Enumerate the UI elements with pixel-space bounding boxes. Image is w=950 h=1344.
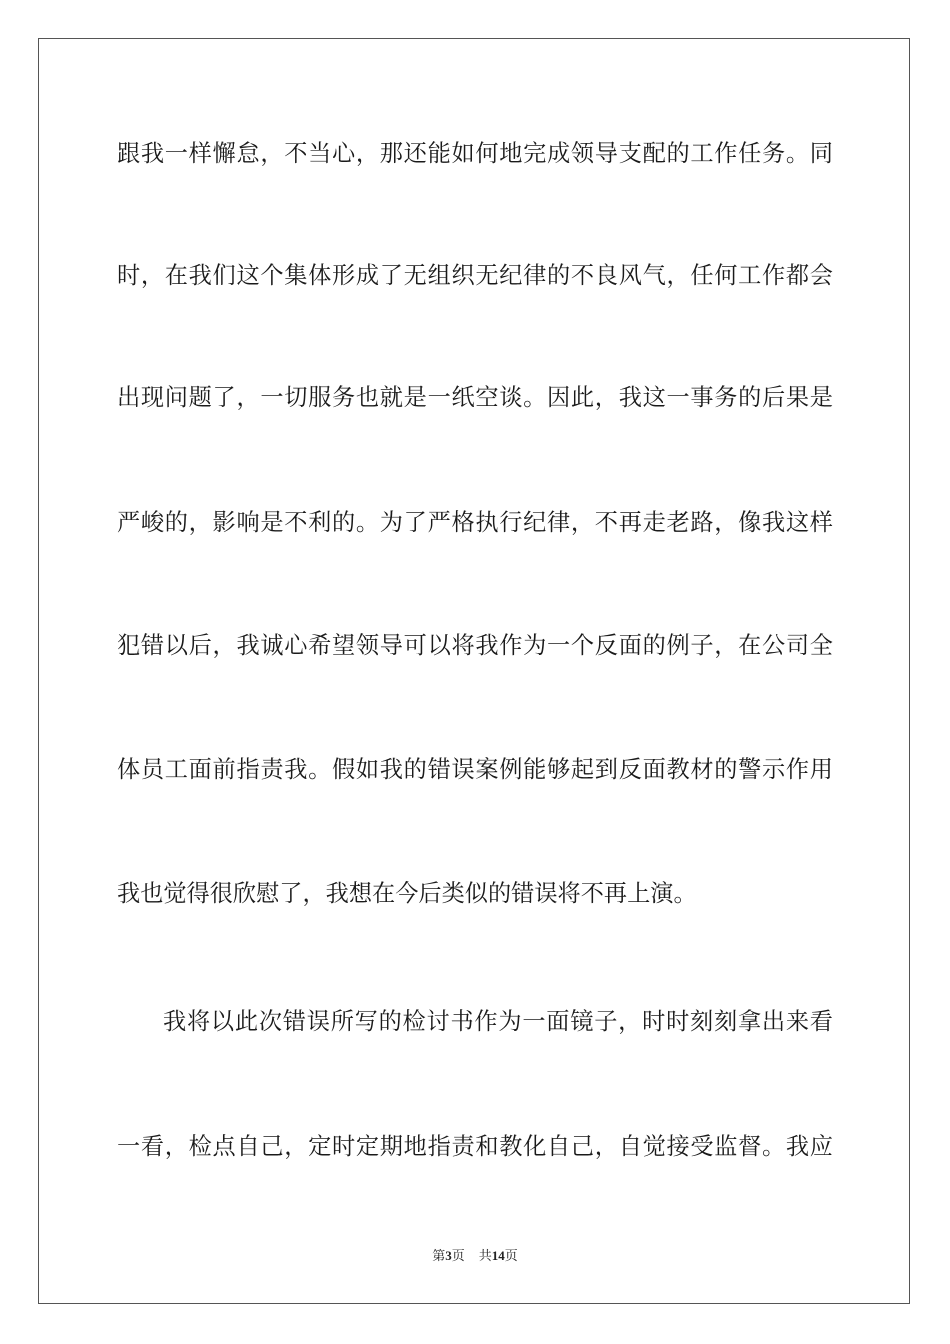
page-border [38, 38, 910, 1304]
page-label-suffix: 页 [451, 1248, 465, 1263]
text-line-6: 体员工面前指责我。假如我的错误案例能够起到反面教材的警示作用 [117, 756, 833, 783]
text-line-2: 时，在我们这个集体形成了无组织无纪律的不良风气，任何工作都会 [117, 262, 833, 289]
text-line-3: 出现问题了，一切服务也就是一纸空谈。因此，我这一事务的后果是 [117, 384, 833, 411]
total-page-count: 14 [491, 1248, 505, 1263]
current-page-number: 3 [445, 1248, 452, 1263]
text-line-9: 一看，检点自己，定时定期地指责和教化自己，自觉接受监督。我应 [117, 1133, 833, 1160]
page-footer [0, 1247, 950, 1265]
text-line-7: 我也觉得很欣慰了，我想在今后类似的错误将不再上演。 [117, 880, 697, 907]
paragraph-start-line: 我将以此次错误所写的检讨书作为一面镜子，时时刻刻拿出来看 [163, 1008, 833, 1035]
text-line-4: 严峻的，影响是不利的。为了严格执行纪律，不再走老路，像我这样 [117, 509, 833, 536]
total-label-prefix: 共 [478, 1248, 492, 1263]
page-label-prefix: 第 [432, 1248, 446, 1263]
text-line-1: 跟我一样懈怠，不当心，那还能如何地完成领导支配的工作任务。同 [117, 140, 833, 167]
text-line-5: 犯错以后，我诚心希望领导可以将我作为一个反面的例子，在公司全 [117, 632, 833, 659]
total-label-suffix: 页 [504, 1248, 518, 1263]
